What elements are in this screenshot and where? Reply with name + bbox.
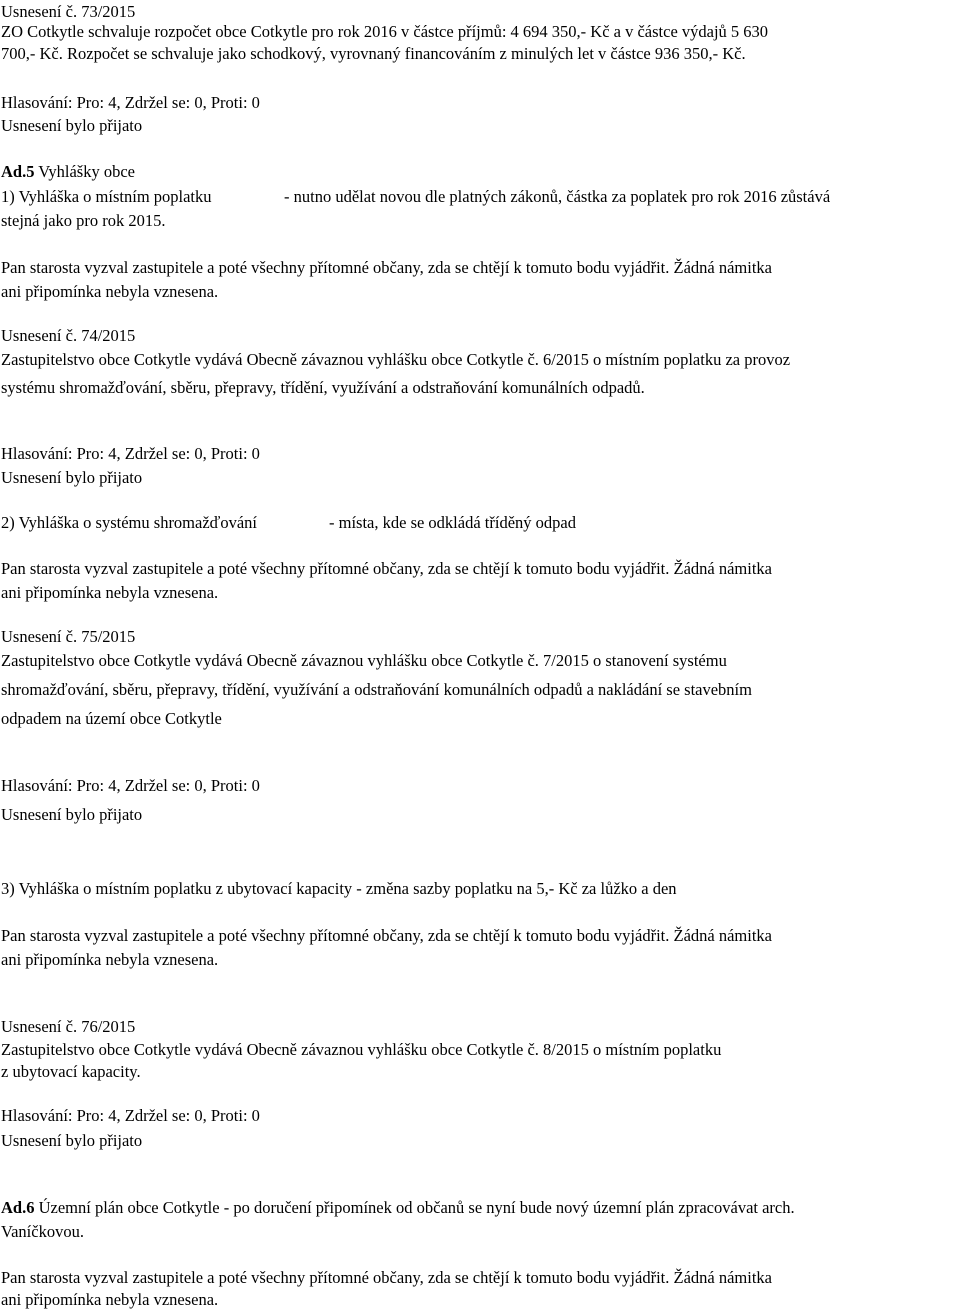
ordinance-2-note: - místa, kde se odkládá tříděný odpad [329,513,576,532]
resolution-76-text-line-2: z ubytovací kapacity. [1,1062,141,1081]
resolution-75-result: Usnesení bylo přijato [1,805,143,824]
mayor-call-2-line-1: Pan starosta vyzval zastupitele a poté všechny přítomné občany, zda se chtějí k tomuto bodu vyjádřit. Žádná námitka [1,559,772,578]
resolution-76-heading: Usnesení č. 76/2015 [1,1017,136,1036]
resolution-76-result: Usnesení bylo přijato [1,1131,143,1150]
section-ad5-number: 5 [26,162,35,181]
resolution-74-vote: Hlasování: Pro: 4, Zdržel se: 0, Proti: 0 [1,444,260,463]
resolution-75-text-line-2: shromažďování, sběru, přepravy, třídění, využívání a odstraňování komunálních odpadů a nakládání se stavebním [1,680,752,699]
mayor-call-1-line-1: Pan starosta vyzval zastupitele a poté všechny přítomné občany, zda se chtějí k tomuto bodu vyjádřit. Žádná námitka [1,258,772,277]
resolution-74-heading: Usnesení č. 74/2015 [1,326,136,345]
section-ad6-label: Ad. [1,1198,27,1217]
ordinance-1-note-cont: stejná jako pro rok 2015. [1,211,166,230]
section-ad6-number: 6 [26,1198,35,1217]
section-ad6-line-2: Vaníčkovou. [1,1222,84,1241]
resolution-76-text-line-1: Zastupitelstvo obce Cotkytle vydává Obecně závaznou vyhlášku obce Cotkytle č. 8/2015 o místním poplatku [1,1040,722,1059]
resolution-73-heading: Usnesení č. 73/2015 [1,2,136,21]
resolution-75-vote: Hlasování: Pro: 4, Zdržel se: 0, Proti: 0 [1,776,260,795]
ordinance-3-title: 3) Vyhláška o místním poplatku z ubytovací kapacity - změna sazby poplatku na 5,- Kč za lůžko a den [1,879,677,898]
mayor-call-3-line-2: ani připomínka nebyla vznesena. [1,950,219,969]
section-ad5-title: Vyhlášky obce [34,162,135,181]
resolution-73-result: Usnesení bylo přijato [1,116,143,135]
section-ad6-line-1 [1,1198,795,1218]
resolution-75-text-line-3: odpadem na území obce Cotkytle [1,709,222,728]
mayor-call-2-line-2: ani připomínka nebyla vznesena. [1,583,219,602]
section-ad6-text: Územní plán obce Cotkytle - po doručení připomínek od občanů se nyní bude nový územní plán zpracovávat arch. [34,1198,795,1217]
mayor-call-3-line-1: Pan starosta vyzval zastupitele a poté všechny přítomné občany, zda se chtějí k tomuto bodu vyjádřit. Žádná námitka [1,926,772,945]
mayor-call-4-line-2: ani připomínka nebyla vznesena. [1,1290,219,1309]
mayor-call-4-line-1: Pan starosta vyzval zastupitele a poté všechny přítomné občany, zda se chtějí k tomuto bodu vyjádřit. Žádná námitka [1,1268,772,1287]
resolution-76-vote: Hlasování: Pro: 4, Zdržel se: 0, Proti: 0 [1,1106,260,1125]
resolution-75-heading: Usnesení č. 75/2015 [1,627,136,646]
ordinance-1-title: 1) Vyhláška o místním poplatku [1,187,212,206]
section-ad5-heading [1,162,135,182]
ordinance-2-title: 2) Vyhláška o systému shromažďování [1,513,257,532]
resolution-74-text-line-2: systému shromažďování, sběru, přepravy, třídění, využívání a odstraňování komunálních odpadů. [1,378,645,397]
resolution-73-text-line-2: 700,- Kč. Rozpočet se schvaluje jako schodkový, vyrovnaný financováním z minulých let v částce 936 350,- Kč. [1,44,746,63]
resolution-74-text-line-1: Zastupitelstvo obce Cotkytle vydává Obecně závaznou vyhlášku obce Cotkytle č. 6/2015 o místním poplatku za provoz [1,350,791,369]
mayor-call-1-line-2: ani připomínka nebyla vznesena. [1,282,219,301]
resolution-74-result: Usnesení bylo přijato [1,468,143,487]
resolution-73-vote: Hlasování: Pro: 4, Zdržel se: 0, Proti: 0 [1,93,260,112]
resolution-73-text-line-1: ZO Cotkytle schvaluje rozpočet obce Cotkytle pro rok 2016 v částce příjmů: 4 694 350,- Kč a v částce výdajů 5 630 [1,22,769,41]
ordinance-1-note: - nutno udělat novou dle platných zákonů, částka za poplatek pro rok 2016 zůstává [284,187,831,206]
section-ad5-label: Ad. [1,162,27,181]
resolution-75-text-line-1: Zastupitelstvo obce Cotkytle vydává Obecně závaznou vyhlášku obce Cotkytle č. 7/2015 o stanovení systému [1,651,727,670]
